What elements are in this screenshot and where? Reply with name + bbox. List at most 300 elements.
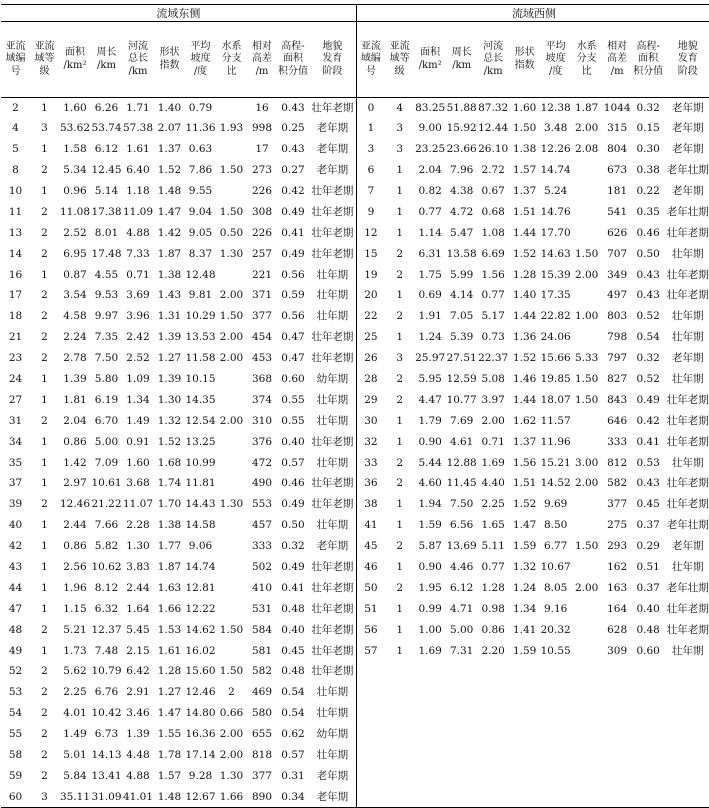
east-cell: 502	[251, 561, 273, 574]
west-cell: 5.99	[449, 268, 474, 281]
west-cell: 15.39	[540, 268, 571, 281]
east-cell: 1.28	[157, 665, 182, 678]
east-cell: 3.46	[126, 707, 150, 720]
west-cell	[571, 223, 602, 244]
west-cell: 628	[607, 623, 628, 636]
table-row	[1, 724, 709, 745]
west-cell: 1.24	[418, 331, 442, 344]
east-cell: 壮年老期	[311, 644, 354, 657]
west-cell: 0.90	[418, 435, 442, 448]
west-cell: 707	[607, 247, 628, 260]
east-cell: 1.49	[126, 414, 150, 427]
header-line: 面积	[420, 47, 441, 58]
east-cell: 257	[251, 247, 273, 260]
west-cell: 2	[396, 268, 403, 281]
east-cell: 老年期	[316, 122, 349, 135]
east-cell: 壮年期	[316, 268, 349, 281]
east-cell: 1.48	[157, 185, 182, 197]
east-header-0	[1, 22, 30, 98]
east-cell: 59	[8, 769, 23, 782]
east-cell: 1.09	[126, 373, 150, 386]
east-cell: 1.60	[126, 456, 150, 469]
west-cell: 1.52	[512, 247, 537, 260]
west-cell: 22.37	[478, 352, 509, 365]
east-cell: 1.74	[157, 477, 182, 490]
east-cell: 16	[255, 101, 269, 114]
east-cell: 1.53	[157, 623, 182, 636]
east-cell: 4.58	[63, 310, 87, 323]
west-cell: 1	[396, 331, 403, 344]
west-cell: 1.24	[512, 581, 537, 594]
east-cell: 1.39	[126, 728, 150, 741]
west-cell: 45	[356, 536, 385, 557]
west-cell: 0.48	[636, 623, 660, 636]
east-cell: 2.44	[126, 581, 150, 594]
west-cell: 7.50	[449, 498, 474, 511]
east-cell: 1.57	[157, 769, 182, 782]
west-cell: 349	[607, 268, 628, 281]
east-cell: 5.01	[63, 749, 87, 762]
west-cell: 5.44	[418, 456, 442, 469]
west-cell: 797	[607, 352, 628, 365]
east-cell: 14.58	[185, 519, 216, 532]
east-cell: 998	[251, 122, 273, 135]
east-cell: 8.37	[188, 247, 213, 260]
header-line: 面积	[638, 53, 659, 65]
west-cell: 0.68	[481, 205, 505, 218]
header-line: 发育	[322, 53, 343, 65]
east-cell: 377	[251, 310, 273, 323]
west-cell: 6.69	[481, 247, 505, 260]
west-cell: 1.50	[574, 393, 599, 406]
east-cell	[216, 265, 247, 286]
east-cell: 7.09	[94, 456, 119, 469]
west-cell: 壮年老期	[666, 414, 709, 427]
west-header-8	[602, 22, 632, 98]
east-cell: 1	[41, 477, 48, 490]
east-header-5	[154, 22, 185, 98]
east-cell: 584	[251, 623, 273, 636]
east-cell: 壮年老期	[311, 101, 354, 114]
east-cell: 1	[41, 373, 48, 386]
west-cell: 181	[607, 185, 628, 197]
header-line: 形状	[514, 47, 535, 58]
east-cell: 221	[251, 268, 273, 281]
east-cell: 1	[41, 185, 48, 197]
west-cell: 8.50	[543, 519, 568, 532]
east-cell: 壮年老期	[311, 226, 354, 239]
header-line: 总长	[483, 53, 504, 65]
west-cell	[509, 787, 540, 808]
east-cell: 2	[41, 226, 48, 239]
east-cell: 13.41	[91, 769, 122, 782]
west-cell: 壮年老期	[666, 226, 709, 239]
east-cell: 581	[251, 644, 273, 657]
west-cell: 1	[396, 644, 403, 657]
east-cell: 0.91	[126, 435, 150, 448]
east-cell: 1	[41, 435, 48, 448]
west-cell: 27.51	[446, 352, 477, 365]
west-cell: 20.32	[540, 623, 571, 636]
west-cell: 673	[607, 164, 628, 177]
east-cell: 2	[41, 352, 48, 365]
west-cell: 29	[356, 390, 385, 411]
east-cell: 1.73	[63, 644, 87, 657]
east-cell: 2.56	[63, 561, 87, 574]
east-cell: 53.62	[59, 122, 91, 135]
east-cell: 31	[8, 414, 23, 427]
west-cell: 0.51	[636, 561, 660, 574]
east-cell: 1.30	[219, 247, 244, 260]
header-line: 阶段	[677, 65, 698, 77]
table-row	[1, 787, 709, 808]
east-cell: 24	[8, 373, 23, 386]
west-cell: 老年壮期	[666, 205, 709, 218]
west-cell: 11.96	[540, 435, 571, 448]
east-cell: 13.25	[185, 435, 216, 448]
east-cell: 2	[41, 310, 48, 323]
west-cell	[477, 724, 509, 745]
east-cell: 壮年老期	[311, 581, 354, 594]
west-cell	[571, 411, 602, 432]
west-cell: 0.71	[481, 435, 505, 448]
west-cell: 0.69	[418, 289, 442, 302]
west-cell	[477, 766, 509, 787]
west-cell: 壮年老期	[666, 393, 709, 406]
west-cell: 1	[396, 561, 403, 574]
west-cell: 2.04	[418, 164, 442, 177]
west-cell	[571, 202, 602, 223]
west-cell: 1.52	[512, 498, 537, 511]
west-cell: 3	[396, 122, 403, 135]
west-cell: 51.88	[446, 101, 477, 114]
west-header-7	[571, 22, 602, 98]
west-cell: 壮年期	[671, 247, 704, 260]
east-cell: 3.83	[126, 561, 150, 574]
table-row	[1, 682, 709, 703]
east-cell: 壮年老期	[311, 602, 354, 615]
header-line: 亚流	[360, 40, 381, 52]
west-cell: 0.32	[636, 101, 660, 114]
east-cell: 11.07	[122, 498, 154, 511]
west-cell: 5.47	[449, 226, 474, 239]
east-cell: 6.12	[94, 143, 119, 156]
table-row	[1, 265, 709, 286]
west-cell: 1.46	[512, 373, 537, 386]
west-cell: 2	[396, 393, 403, 406]
header-line: 域编	[360, 53, 381, 65]
west-cell: 1.38	[512, 143, 537, 156]
header-line: 河流	[483, 40, 504, 52]
east-cell: 17	[255, 143, 269, 156]
west-cell: 32	[356, 432, 385, 453]
east-cell: 壮年期	[316, 707, 349, 720]
west-cell: 804	[607, 143, 628, 156]
west-cell: 12.26	[540, 143, 571, 156]
west-cell: 壮年期	[671, 373, 704, 386]
west-cell	[446, 682, 477, 703]
east-cell: 1.39	[157, 331, 182, 344]
west-cell	[602, 662, 632, 683]
west-cell: 0.86	[481, 623, 505, 636]
west-cell: 0.30	[636, 143, 660, 156]
east-cell: 1	[41, 644, 48, 657]
west-cell	[477, 662, 509, 683]
east-cell: 47	[8, 602, 23, 615]
east-cell: 226	[251, 226, 273, 239]
east-cell: 11	[8, 205, 23, 218]
west-cell: 1.59	[512, 644, 537, 657]
east-cell: 55	[8, 728, 23, 741]
west-cell	[385, 766, 414, 787]
header-line: 亚流	[389, 40, 410, 52]
east-cell: 4.01	[63, 707, 87, 720]
west-cell: 4.14	[449, 289, 474, 302]
west-cell	[571, 682, 602, 703]
west-cell: 15.66	[540, 352, 571, 365]
west-cell: 26	[356, 348, 385, 369]
west-cell	[571, 181, 602, 202]
east-cell: 2.44	[63, 519, 87, 532]
header-line: 河流	[128, 40, 148, 52]
east-cell: 368	[251, 373, 273, 386]
west-cell: 1	[396, 435, 403, 448]
west-cell: 164	[607, 602, 628, 615]
east-cell: 0.41	[281, 581, 305, 594]
east-cell: 壮年期	[316, 310, 349, 323]
east-cell: 9.81	[188, 289, 213, 302]
west-cell: 646	[607, 414, 628, 427]
west-cell: 1.00	[574, 310, 599, 323]
east-cell: 2.00	[219, 289, 244, 302]
east-cell: 1.70	[157, 498, 182, 511]
east-cell	[216, 536, 247, 557]
east-cell: 1.42	[63, 456, 87, 469]
east-cell	[216, 432, 247, 453]
west-cell: 1	[356, 118, 385, 139]
east-cell: 21	[8, 331, 23, 344]
west-cell	[509, 766, 540, 787]
header-line: 号	[10, 65, 21, 77]
west-cell	[664, 682, 709, 703]
east-cell: 12.37	[91, 623, 122, 636]
east-cell: 1.68	[157, 456, 182, 469]
west-cell	[540, 682, 571, 703]
east-cell: 1.52	[157, 164, 182, 177]
east-cell: 16.36	[185, 728, 216, 741]
east-cell: 54	[8, 707, 23, 720]
west-cell: 12.59	[446, 373, 477, 386]
west-cell: 1.28	[512, 268, 537, 281]
west-cell: 4.38	[449, 185, 474, 197]
header-line: 高差	[607, 53, 628, 65]
east-cell: 457	[251, 519, 273, 532]
west-cell: 老年期	[671, 540, 704, 553]
west-cell	[571, 432, 602, 453]
east-cell: 2	[41, 665, 48, 678]
east-cell: 310	[251, 414, 273, 427]
header-line: 坡度	[190, 53, 211, 65]
east-cell: 41.01	[122, 787, 154, 808]
west-cell: 46	[356, 557, 385, 578]
west-cell: 0.35	[636, 205, 660, 218]
header-line: /m	[255, 65, 269, 77]
east-cell: 1.32	[157, 414, 182, 427]
west-cell: 0.54	[636, 331, 660, 344]
east-cell: 17.48	[91, 247, 122, 260]
east-cell: 1.93	[219, 122, 244, 135]
east-cell: 0.56	[281, 268, 305, 281]
east-cell: 壮年期	[316, 749, 349, 762]
east-cell: 1.34	[126, 393, 150, 406]
east-cell: 10.61	[91, 477, 122, 490]
west-cell	[664, 662, 709, 683]
east-cell: 2.52	[126, 352, 150, 365]
east-cell: 40	[8, 519, 23, 532]
table-row	[1, 474, 709, 495]
east-cell: 531	[251, 602, 273, 615]
east-cell: 1.40	[157, 101, 182, 114]
west-cell: 1.94	[418, 498, 442, 511]
data-table-page	[1, 4, 707, 808]
west-cell: 15.21	[540, 456, 571, 469]
east-cell	[216, 599, 247, 620]
west-cell	[414, 703, 446, 724]
east-cell: 13.53	[185, 331, 216, 344]
east-cell: 壮年期	[316, 456, 349, 469]
west-cell: 1.87	[574, 101, 599, 114]
west-cell: 8.05	[543, 581, 568, 594]
west-cell: 0.40	[636, 602, 660, 615]
west-cell: 老年壮期	[666, 581, 709, 594]
west-cell	[571, 327, 602, 348]
header-line: /km	[128, 65, 148, 77]
west-cell: 6	[356, 160, 385, 181]
east-cell: 15.60	[185, 665, 216, 678]
east-cell: 553	[251, 498, 273, 511]
east-cell: 1.38	[157, 268, 182, 281]
west-cell	[571, 662, 602, 683]
east-cell: 3	[41, 122, 48, 135]
west-cell: 1.36	[512, 331, 537, 344]
east-cell: 9.55	[188, 185, 213, 197]
east-cell: 老年期	[316, 540, 349, 553]
east-cell: 1.43	[157, 289, 182, 302]
east-cell: 2.00	[219, 749, 244, 762]
west-cell: 1.14	[418, 226, 442, 239]
west-cell: 壮年老期	[666, 477, 709, 490]
west-cell: 0.53	[636, 456, 660, 469]
west-header-5	[509, 22, 540, 98]
east-cell	[216, 390, 247, 411]
east-cell: 1.31	[157, 310, 182, 323]
east-cell: 1.50	[219, 164, 244, 177]
east-cell: 7.86	[188, 164, 213, 177]
east-cell: 3.69	[126, 289, 150, 302]
east-cell: 12.48	[185, 268, 216, 281]
east-cell: 1	[41, 519, 48, 532]
east-cell: 0.31	[281, 769, 305, 782]
west-header-10	[664, 22, 709, 98]
east-cell	[216, 98, 247, 119]
east-cell: 39	[8, 498, 23, 511]
west-cell: 壮年老期	[666, 268, 709, 281]
header-line: 指数	[159, 59, 180, 71]
east-cell: 0.54	[281, 707, 305, 720]
east-cell: 53.74	[91, 122, 122, 135]
east-cell: 2	[41, 247, 48, 260]
west-cell: 壮年老期	[666, 435, 709, 448]
east-cell: 7.48	[94, 644, 119, 657]
west-cell: 812	[607, 456, 628, 469]
east-cell: 12.81	[185, 581, 216, 594]
east-cell: 9.06	[188, 540, 213, 553]
east-cell: 14.13	[91, 749, 122, 762]
west-cell: 4.46	[449, 561, 474, 574]
west-cell	[446, 787, 477, 808]
west-cell: 0.90	[418, 561, 442, 574]
west-cell: 2.00	[574, 477, 599, 490]
east-cell: 5.21	[63, 623, 87, 636]
west-cell: 12.88	[446, 456, 477, 469]
west-cell: 51	[356, 599, 385, 620]
east-cell: 6.70	[94, 414, 119, 427]
east-cell: 0.48	[281, 602, 305, 615]
west-cell: 2	[396, 581, 403, 594]
west-cell: 7.96	[449, 164, 474, 177]
header-line: 平均	[545, 40, 566, 52]
east-cell: 2	[41, 498, 48, 511]
header-line: 坡度	[545, 53, 566, 65]
west-cell: 12	[356, 223, 385, 244]
west-cell: 1.37	[512, 185, 537, 197]
header-line: 周长	[451, 47, 472, 58]
east-cell: 0.55	[281, 393, 305, 406]
west-cell: 0.46	[636, 226, 660, 239]
table-row	[1, 118, 709, 139]
header-line: 分支	[221, 53, 242, 65]
west-cell: 3.97	[481, 393, 505, 406]
west-cell: 2	[396, 477, 403, 490]
west-cell: 0.42	[636, 414, 660, 427]
east-cell: 43	[8, 561, 23, 574]
east-cell: 2	[41, 707, 48, 720]
east-cell	[216, 453, 247, 474]
west-cell: 1	[396, 623, 403, 636]
west-cell: 0.37	[636, 519, 660, 532]
header-line: 地貌	[677, 40, 698, 52]
west-header-4	[477, 22, 509, 98]
east-cell: 10.15	[185, 373, 216, 386]
east-cell: 7.35	[94, 331, 119, 344]
east-cell: 9.53	[94, 289, 119, 302]
table-row	[1, 557, 709, 578]
east-cell: 6.73	[94, 728, 119, 741]
west-side-title: 流域西侧	[356, 5, 709, 22]
east-cell: 14.80	[185, 707, 216, 720]
header-line: 平均	[190, 40, 211, 52]
west-cell: 843	[607, 393, 628, 406]
west-cell: 17.35	[540, 289, 571, 302]
west-cell: 壮年期	[671, 561, 704, 574]
west-cell: 1044	[603, 101, 631, 114]
west-cell: 1	[396, 289, 403, 302]
west-cell	[446, 724, 477, 745]
west-cell: 1.44	[512, 393, 537, 406]
west-cell: 1.95	[418, 581, 442, 594]
west-header-3	[446, 22, 477, 98]
east-cell: 幼年期	[316, 373, 349, 386]
